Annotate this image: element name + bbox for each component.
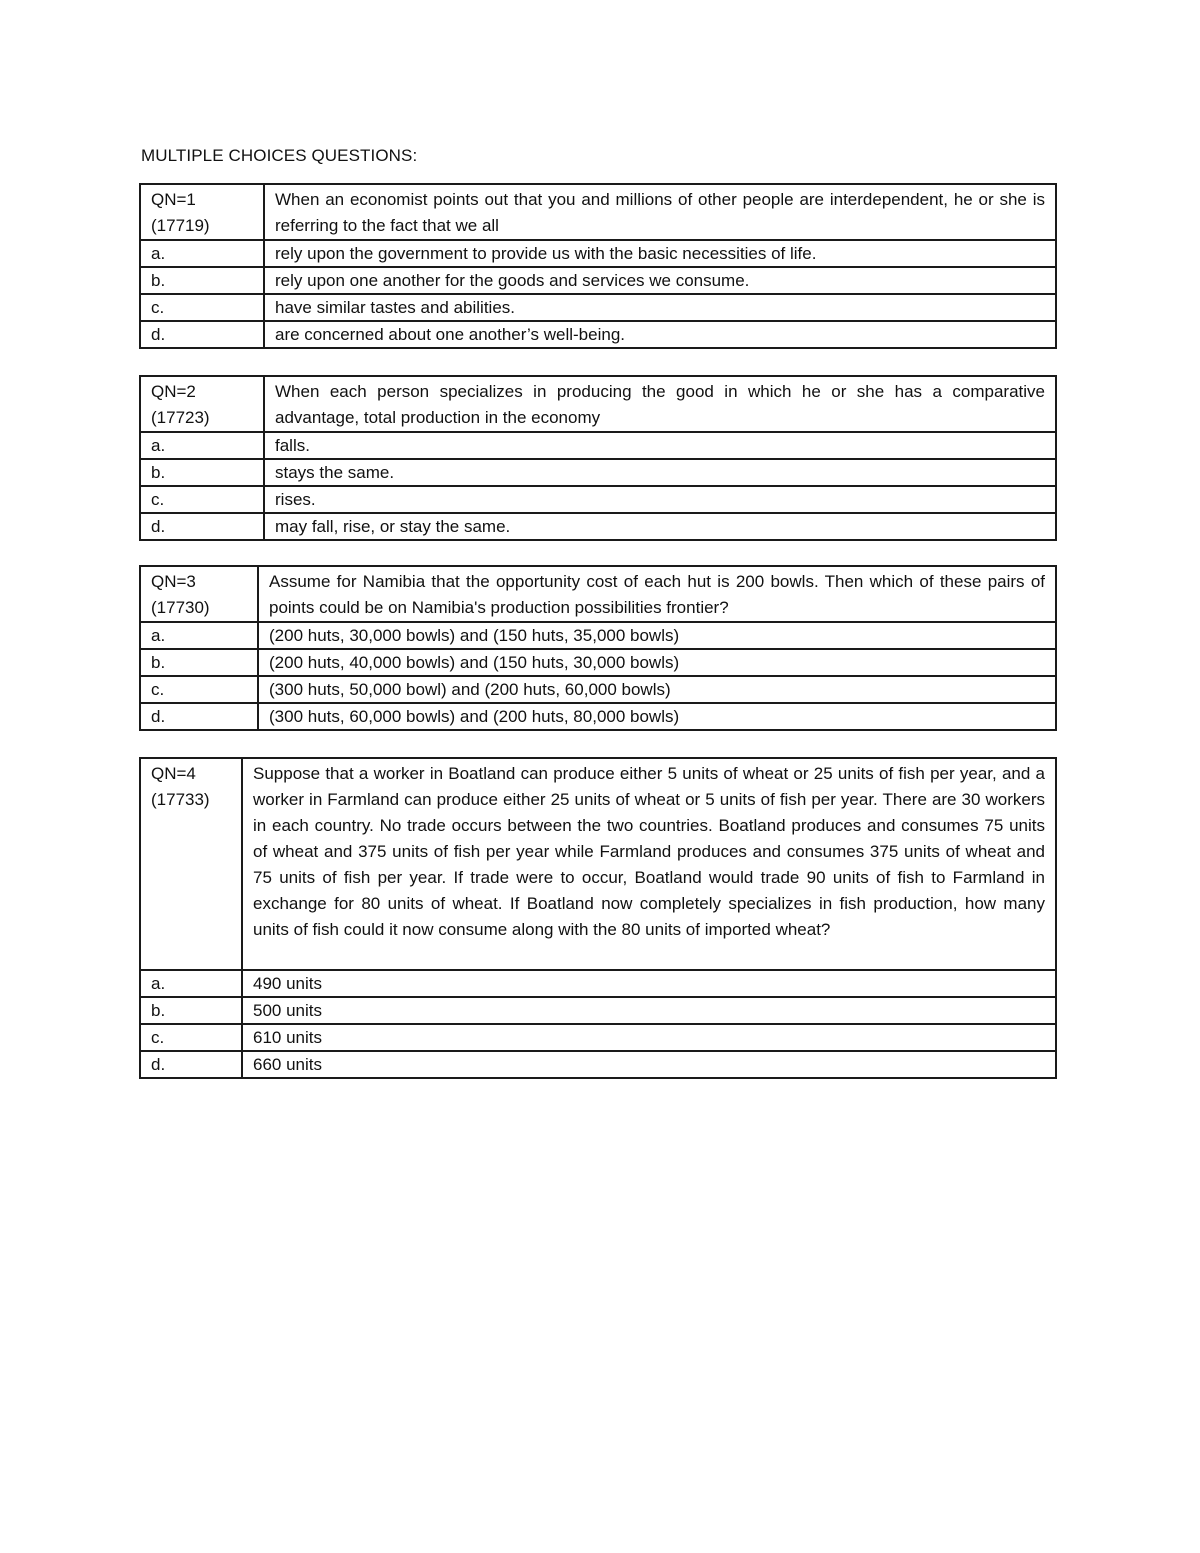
question-id: (17733)	[151, 790, 210, 809]
option-text: 660 units	[242, 1051, 1056, 1078]
option-letter: a.	[140, 970, 242, 997]
question-table-4	[139, 757, 1057, 1079]
option-letter: a.	[140, 240, 264, 267]
option-text: stays the same.	[264, 459, 1056, 486]
option-row[interactable]	[140, 459, 1056, 486]
question-id: (17723)	[151, 408, 210, 427]
option-letter: a.	[140, 622, 258, 649]
question-label	[140, 566, 258, 622]
option-row[interactable]	[140, 622, 1056, 649]
question-label	[140, 758, 242, 970]
option-row[interactable]	[140, 294, 1056, 321]
question-number: QN=4	[151, 764, 196, 783]
option-row[interactable]	[140, 970, 1056, 997]
option-letter: a.	[140, 432, 264, 459]
option-text: 490 units	[242, 970, 1056, 997]
option-row[interactable]	[140, 267, 1056, 294]
option-letter: b.	[140, 267, 264, 294]
question-table-3	[139, 565, 1057, 731]
option-row[interactable]	[140, 486, 1056, 513]
option-row[interactable]	[140, 432, 1056, 459]
option-letter: b.	[140, 459, 264, 486]
option-text: rely upon one another for the goods and services we consume.	[264, 267, 1056, 294]
option-row[interactable]	[140, 513, 1056, 540]
option-row[interactable]	[140, 676, 1056, 703]
question-label	[140, 376, 264, 432]
option-text: may fall, rise, or stay the same.	[264, 513, 1056, 540]
option-row[interactable]	[140, 321, 1056, 348]
option-text: rely upon the government to provide us with the basic necessities of life.	[264, 240, 1056, 267]
option-text: rises.	[264, 486, 1056, 513]
question-stem-row	[140, 184, 1056, 240]
option-text: are concerned about one another’s well-being.	[264, 321, 1056, 348]
option-letter: c.	[140, 486, 264, 513]
question-stem-row	[140, 376, 1056, 432]
question-table-2	[139, 375, 1057, 541]
option-letter: d.	[140, 703, 258, 730]
question-stem: Assume for Namibia that the opportunity cost of each hut is 200 bowls. Then which of these pairs of points could be on Namibia's production possibilities frontier?	[258, 566, 1056, 622]
question-stem-row	[140, 758, 1056, 970]
question-number: QN=3	[151, 572, 196, 591]
option-letter: d.	[140, 513, 264, 540]
question-id: (17730)	[151, 598, 210, 617]
option-row[interactable]	[140, 1024, 1056, 1051]
option-row[interactable]	[140, 240, 1056, 267]
option-letter: c.	[140, 676, 258, 703]
question-stem: When each person specializes in producing the good in which he or she has a comparative advantage, total production in the economy	[264, 376, 1056, 432]
question-stem: When an economist points out that you and millions of other people are interdependent, he or she is referring to the fact that we all	[264, 184, 1056, 240]
option-row[interactable]	[140, 703, 1056, 730]
option-row[interactable]	[140, 649, 1056, 676]
question-label	[140, 184, 264, 240]
option-text: falls.	[264, 432, 1056, 459]
question-number: QN=2	[151, 382, 196, 401]
option-text: (300 huts, 50,000 bowl) and (200 huts, 60,000 bowls)	[258, 676, 1056, 703]
option-text: 610 units	[242, 1024, 1056, 1051]
option-text: (300 huts, 60,000 bowls) and (200 huts, 80,000 bowls)	[258, 703, 1056, 730]
option-letter: c.	[140, 294, 264, 321]
question-stem: Suppose that a worker in Boatland can produce either 5 units of wheat or 25 units of fish per year, and a worker in Farmland can produce either 25 units of wheat or 5 units of fish per year. There are 30 workers in each country. No trade occurs between the two countries. Boatland produces and consumes 75 units of wheat and 375 units of fish per year while Farmland produces and consumes 375 units of wheat and 75 units of fish per year. If trade were to occur, Boatland would trade 90 units of fish to Farmland in exchange for 80 units of wheat. If Boatland now completely specializes in fish production, how many units of fish could it now consume along with the 80 units of imported wheat?	[242, 758, 1056, 970]
option-text: (200 huts, 40,000 bowls) and (150 huts, 30,000 bowls)	[258, 649, 1056, 676]
option-text: have similar tastes and abilities.	[264, 294, 1056, 321]
option-text: (200 huts, 30,000 bowls) and (150 huts, 35,000 bowls)	[258, 622, 1056, 649]
option-letter: b.	[140, 997, 242, 1024]
question-number: QN=1	[151, 190, 196, 209]
question-id: (17719)	[151, 216, 210, 235]
question-table-1	[139, 183, 1057, 349]
option-text: 500 units	[242, 997, 1056, 1024]
option-letter: c.	[140, 1024, 242, 1051]
option-letter: d.	[140, 321, 264, 348]
question-stem-row	[140, 566, 1056, 622]
option-row[interactable]	[140, 1051, 1056, 1078]
option-letter: b.	[140, 649, 258, 676]
page-heading: MULTIPLE CHOICES QUESTIONS:	[141, 146, 418, 165]
option-letter: d.	[140, 1051, 242, 1078]
option-row[interactable]	[140, 997, 1056, 1024]
